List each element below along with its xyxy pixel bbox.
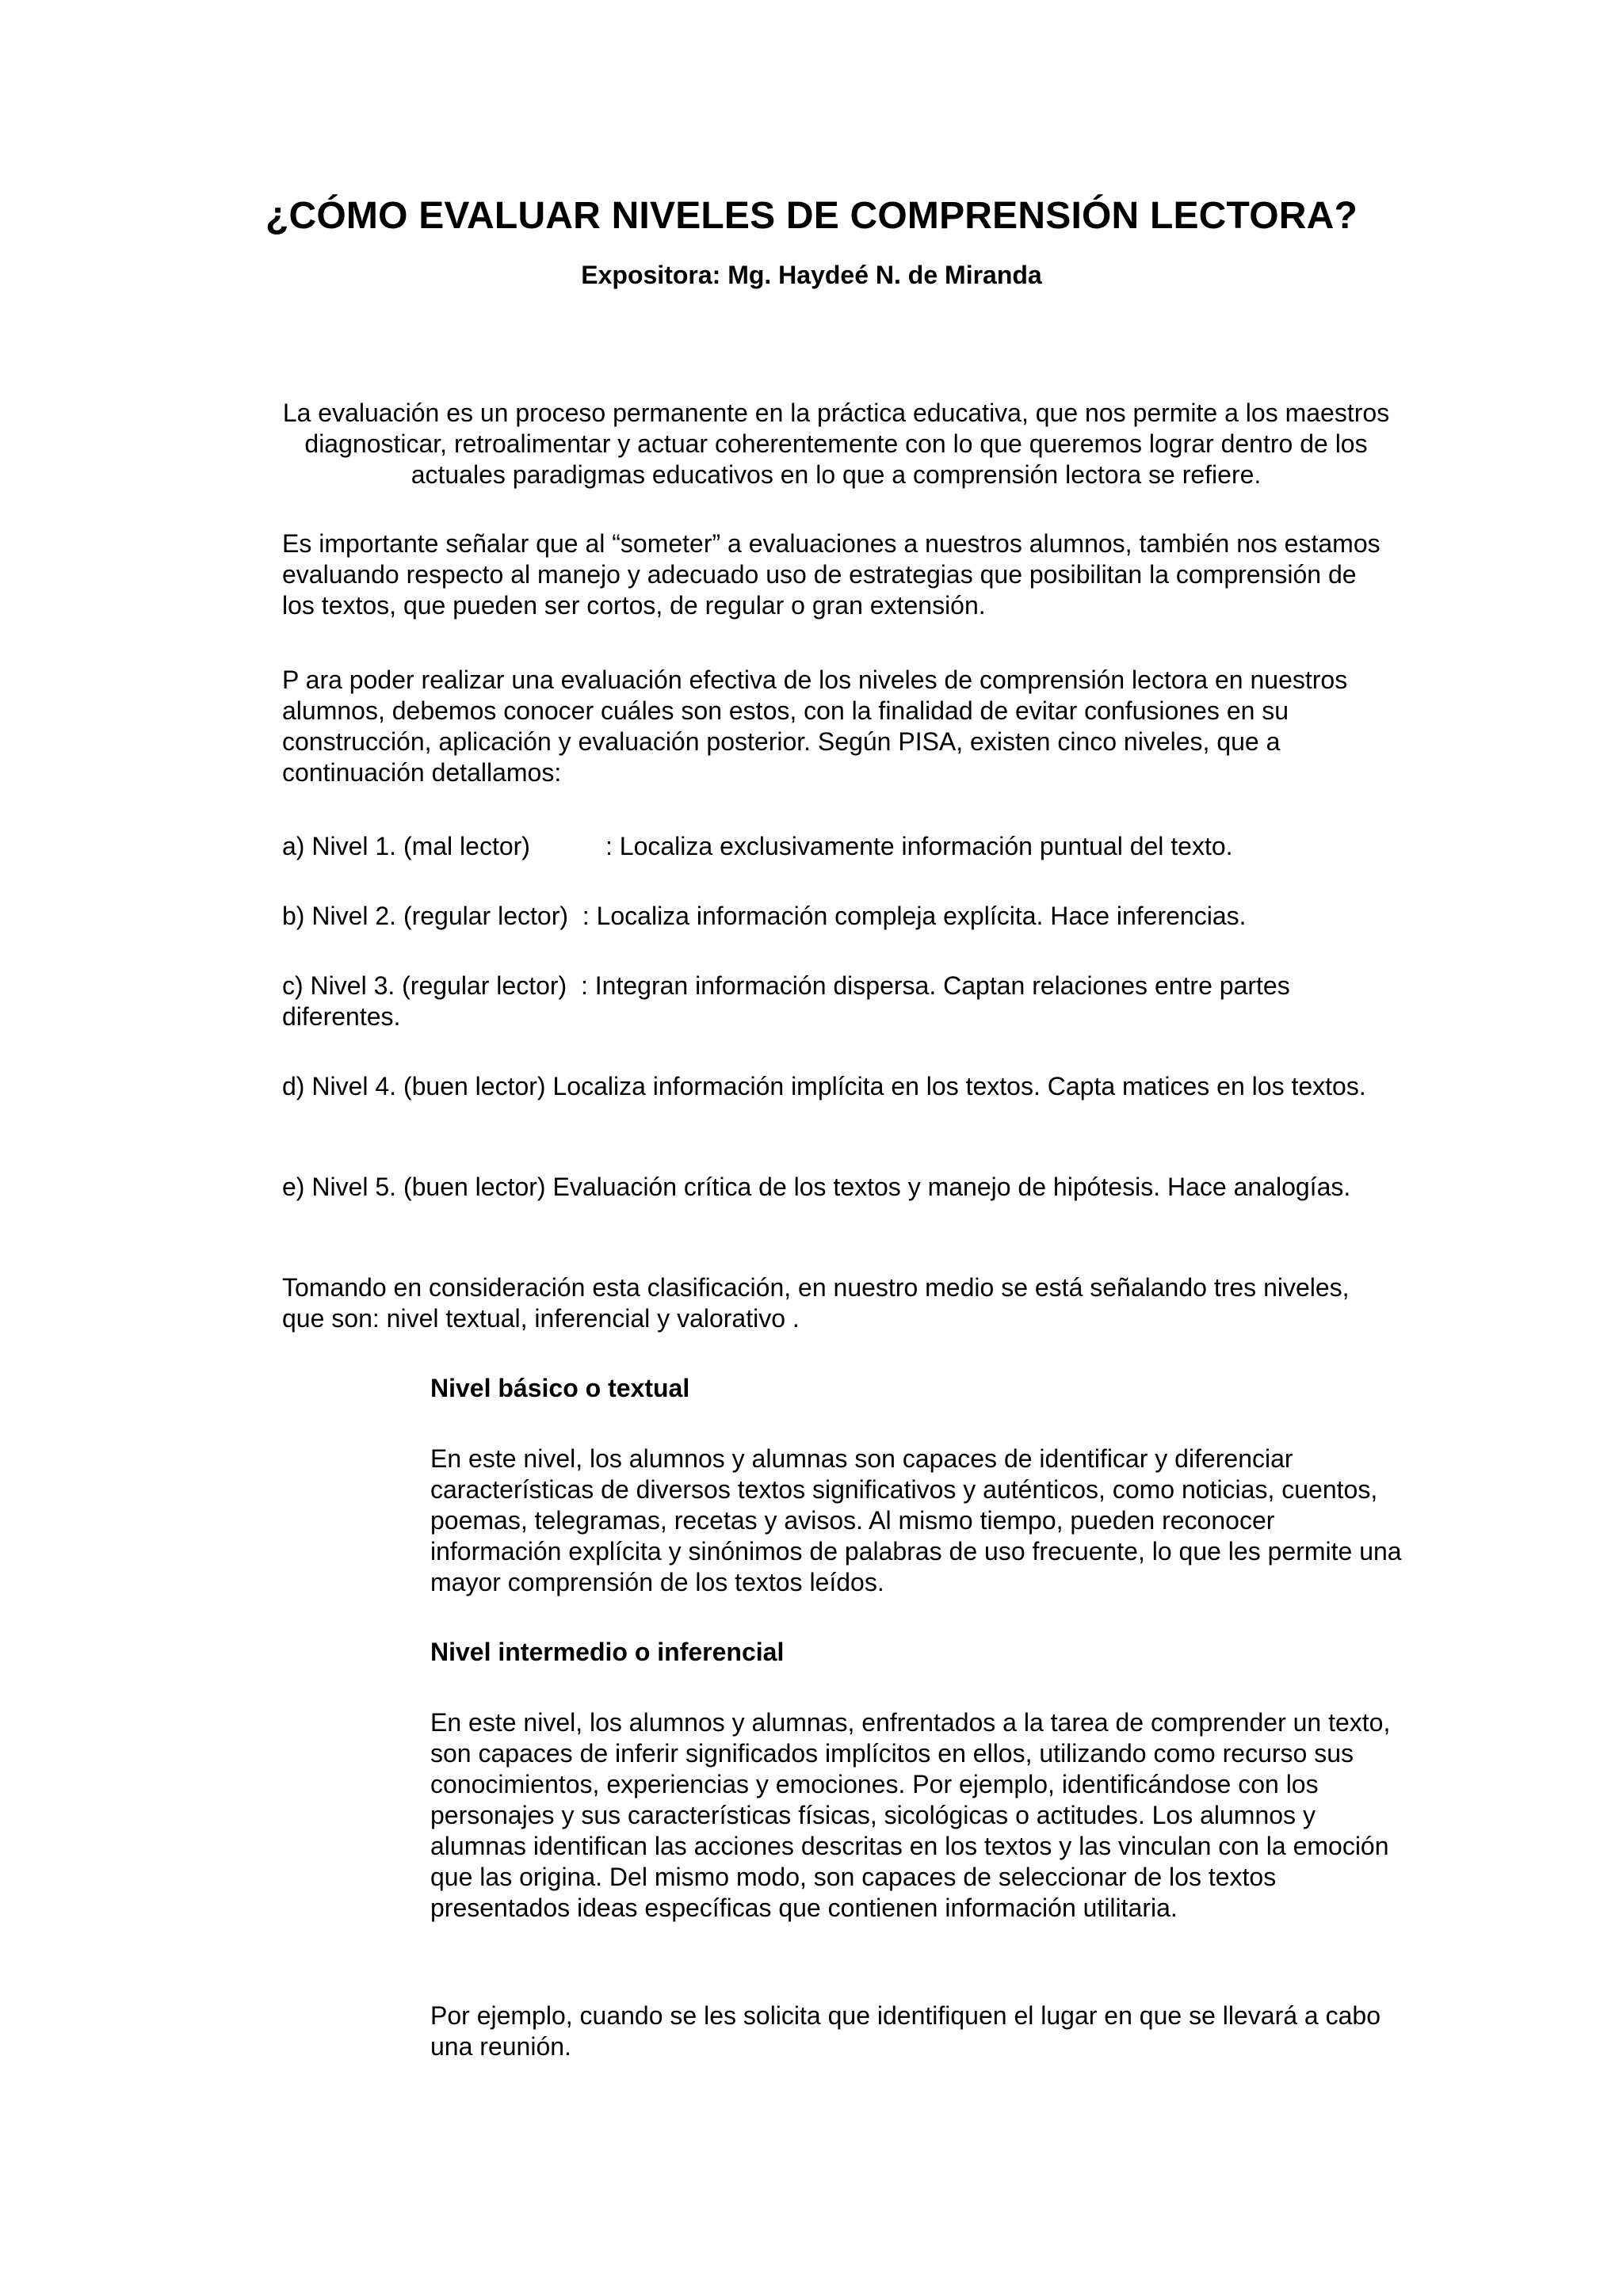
level-item	[282, 1071, 1392, 1102]
document-title: ¿CÓMO EVALUAR NIVELES DE COMPRENSIÓN LECTORA?	[265, 195, 1358, 237]
section-heading-textual: Nivel básico o textual	[430, 1374, 690, 1402]
level-description: Evaluación crítica de los textos y manejo de hipótesis. Hace analogías.	[552, 1173, 1351, 1201]
section-text-inferencial: En este nivel, los alumnos y alumnas, enfrentados a la tarea de comprender un texto, son capaces de inferir significados implícitos en ellos, utilizando como recurso sus conocimientos, experiencias y emociones. Por ejemplo, identificándose con los personajes y sus características físicas, sicológicas o actitudes. Los alumnos y alumnas identifican las acciones descritas en los textos y las vinculan con la emoción que las origina. Del mismo modo, son capaces de seleccionar de los textos presentados ideas específicas que contienen información utilitaria.	[430, 1708, 1391, 1922]
level-label: d) Nivel 4. (buen lector)	[282, 1072, 546, 1100]
document-author: Expositora: Mg. Haydeé N. de Miranda	[581, 261, 1042, 289]
level-item	[282, 1172, 1392, 1203]
section-heading-inferencial: Nivel intermedio o inferencial	[430, 1638, 785, 1666]
intro-paragraph: La evaluación es un proceso permanente en la práctica educativa, que nos permite a los maestros diagnosticar, retroalimentar y actuar coherentemente con lo que queremos lograr dentro de los actuales paradigmas educativos en lo que a comprensión lectora se refiere.	[282, 399, 1390, 489]
level-label: a) Nivel 1. (mal lector)	[282, 832, 530, 860]
paragraph-levels-intro: P ara poder realizar una evaluación efectiva de los niveles de comprensión lectora en nuestros alumnos, debemos conocer cuáles son estos, con la finalidad de evitar confusiones en su construcción, aplicación y evaluación posterior. Según PISA, existen cinco niveles, que a continuación detallamos:	[282, 666, 1348, 787]
level-label: e) Nivel 5. (buen lector)	[282, 1173, 546, 1201]
level-item	[282, 831, 1392, 862]
level-item	[282, 971, 1392, 1032]
section-example-inferencial: Por ejemplo, cuando se les solicita que identifiquen el lugar en que se llevará a cabo una reunión.	[430, 2001, 1381, 2061]
level-description: : Integran información dispersa. Captan relaciones entre partes diferentes.	[282, 971, 1290, 1031]
level-label: c) Nivel 3. (regular lector)	[282, 971, 567, 1000]
level-item	[282, 901, 1392, 932]
level-description: : Localiza exclusivamente información puntual del texto.	[605, 832, 1233, 860]
level-description: Localiza información implícita en los textos. Capta matices en los textos.	[552, 1072, 1366, 1100]
paragraph-classification: Tomando en consideración esta clasificación, en nuestro medio se está señalando tres niveles, que son: nivel textual, inferencial y valorativo .	[282, 1273, 1350, 1333]
level-description: : Localiza información compleja explícita. Hace inferencias.	[582, 902, 1247, 930]
section-text-textual: En este nivel, los alumnos y alumnas son capaces de identificar y diferenciar características de diversos textos significativos y auténticos, como noticias, cuentos, poemas, telegramas, recetas y avisos. Al mismo tiempo, pueden reconocer información explícita y sinónimos de palabras de uso frecuente, lo que les permite una mayor comprensión de los textos leídos.	[430, 1444, 1402, 1596]
paragraph-importance: Es importante señalar que al “someter” a evaluaciones a nuestros alumnos, también nos estamos evaluando respecto al manejo y adecuado uso de estrategias que posibilitan la comprensión de los textos, que pueden ser cortos, de regular o gran extensión.	[282, 529, 1381, 620]
level-label: b) Nivel 2. (regular lector)	[282, 902, 568, 930]
